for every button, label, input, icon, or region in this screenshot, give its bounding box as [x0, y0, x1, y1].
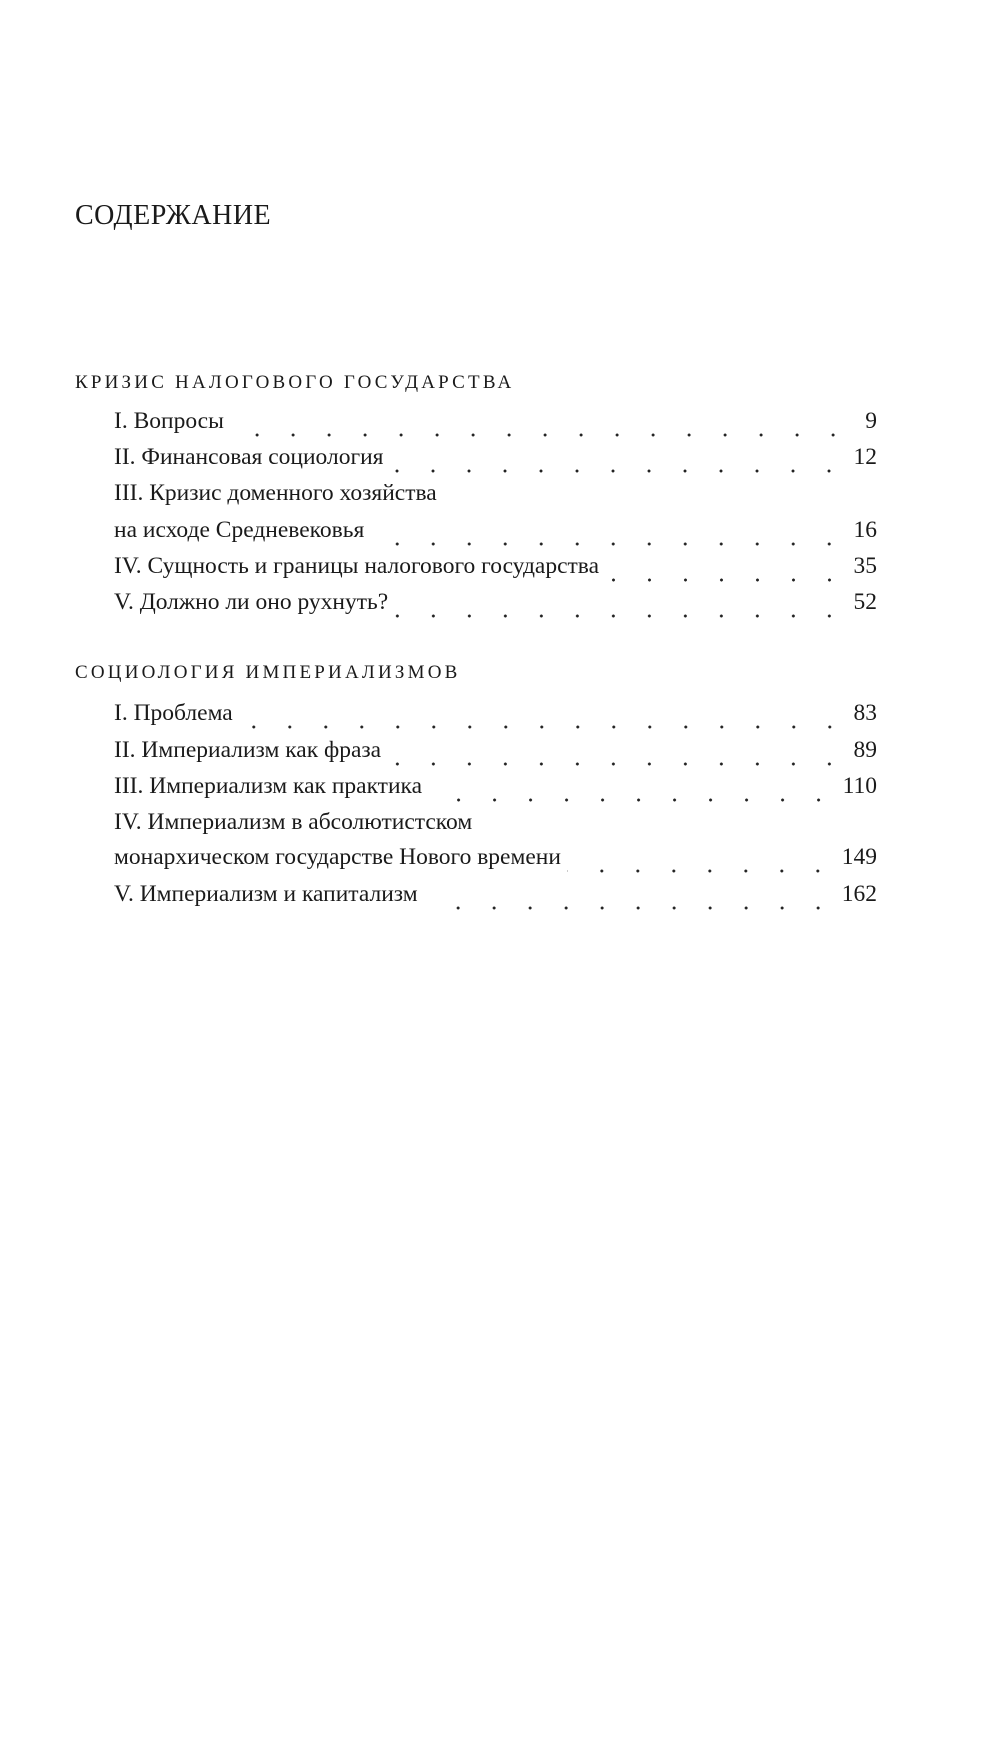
page-number: 162	[841, 881, 877, 907]
toc-entry[interactable]	[114, 444, 877, 478]
dot-leader	[567, 844, 836, 878]
toc-entry[interactable]	[114, 881, 877, 915]
dot-leader	[424, 881, 836, 915]
entry-title-continued: монархическом государстве Нового времени	[114, 844, 561, 870]
dot-leader	[394, 589, 847, 623]
page-number: 52	[853, 589, 877, 615]
page-number: 16	[853, 517, 877, 543]
page-number: 89	[853, 737, 877, 763]
entry-title: II. Империализм как фраза	[114, 737, 382, 763]
dot-leader	[389, 444, 847, 478]
entry-title: V. Должно ли оно рухнуть?	[114, 589, 389, 615]
entry-title: I. Вопросы	[114, 408, 224, 434]
page-number: 35	[853, 553, 877, 579]
page-number: 83	[853, 700, 877, 726]
toc-entry[interactable]	[114, 589, 877, 623]
page-title: СОДЕРЖАНИЕ	[75, 200, 272, 231]
toc-entry[interactable]	[114, 517, 877, 551]
toc-entry[interactable]	[114, 408, 877, 442]
page-number: 12	[853, 444, 877, 470]
page-number: 9	[865, 408, 877, 434]
toc-entry[interactable]	[114, 773, 877, 807]
dot-leader	[370, 517, 847, 551]
dot-leader	[239, 700, 848, 734]
toc-entry[interactable]	[114, 737, 877, 771]
toc-entry-line[interactable]	[114, 480, 877, 514]
toc-entry-line[interactable]	[114, 809, 877, 843]
section-heading: КРИЗИС НАЛОГОВОГО ГОСУДАРСТВА	[75, 372, 515, 393]
entry-title: II. Финансовая социология	[114, 444, 384, 470]
toc-entry[interactable]	[114, 844, 877, 878]
dot-leader	[428, 773, 837, 807]
entry-title: IV. Империализм в абсолютистском	[114, 809, 473, 835]
page-number: 110	[842, 773, 877, 799]
page-number: 149	[841, 844, 877, 870]
dot-leader	[605, 553, 847, 587]
entry-title: III. Кризис доменного хозяйства	[114, 480, 437, 506]
entry-title-continued: на исходе Средневековья	[114, 517, 365, 543]
dot-leader	[230, 408, 851, 442]
entry-title: I. Проблема	[114, 700, 233, 726]
section-heading: СОЦИОЛОГИЯ ИМПЕРИАЛИЗМОВ	[75, 662, 461, 683]
entry-title: III. Империализм как практика	[114, 773, 423, 799]
entry-title: V. Империализм и капитализм	[114, 881, 418, 907]
toc-entry[interactable]	[114, 553, 877, 587]
entry-title: IV. Сущность и границы налогового государства	[114, 553, 600, 579]
toc-entry[interactable]	[114, 700, 877, 734]
dot-leader	[387, 737, 847, 771]
